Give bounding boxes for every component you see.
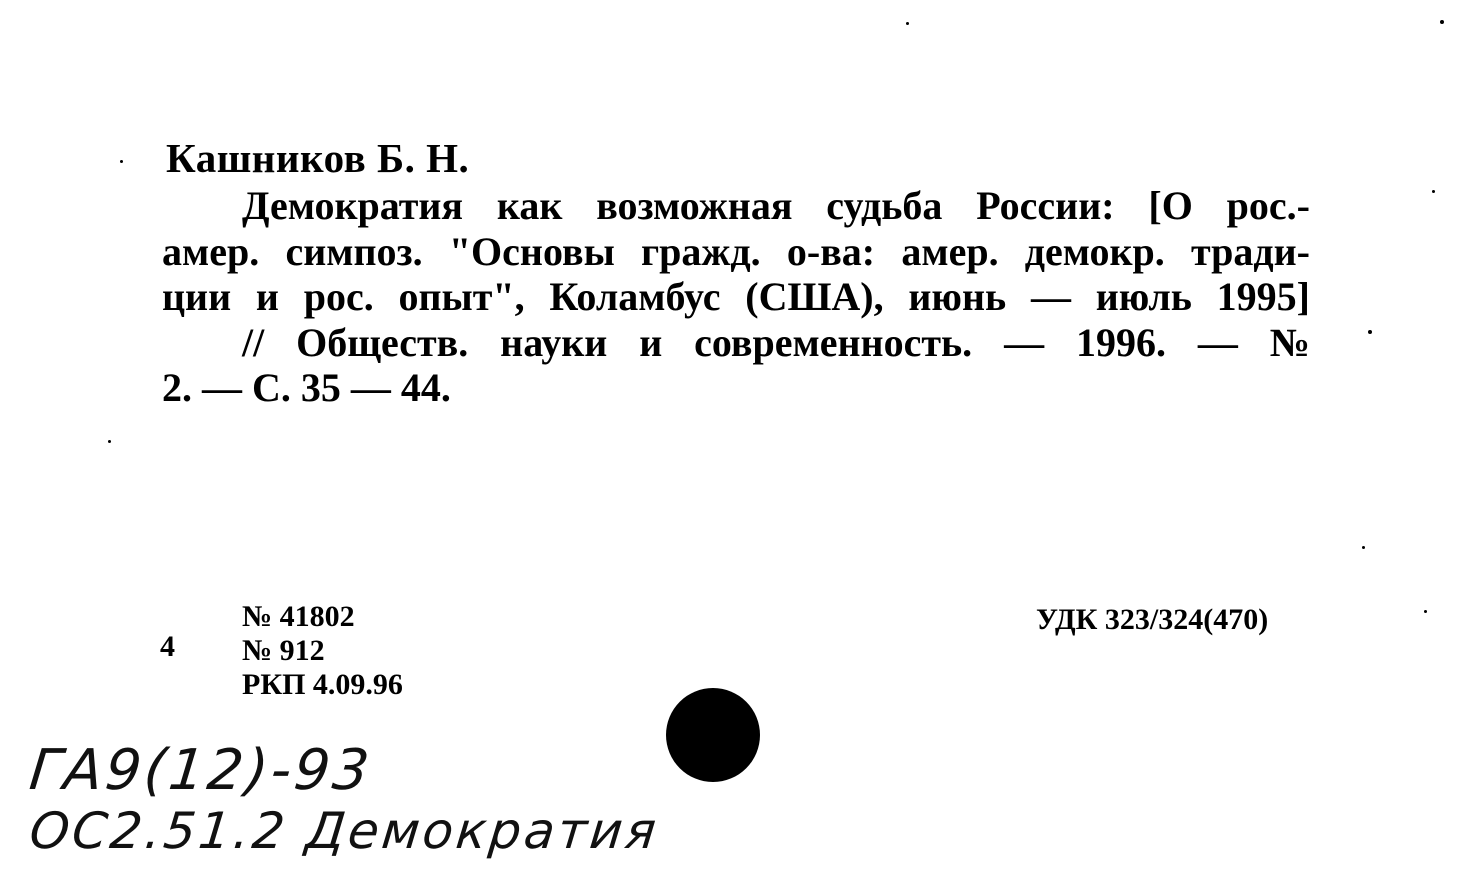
card-count: 4 [160,630,175,663]
scan-speck [1440,20,1444,24]
scan-speck [1362,546,1365,549]
author-name: Кашников Б. Н. [166,135,470,181]
scan-speck [906,22,909,25]
handwritten-shelfmark: ГА9(12)-93 [26,738,375,803]
scan-speck [1368,330,1372,334]
punch-hole [666,688,760,782]
registration-line: РКП 4.09.96 [242,668,403,701]
registration-line: № 912 [242,634,325,667]
description-line: амер. симпоз. "Основы гражд. о-ва: амер. демокр. тради- [162,228,1310,274]
udk-code: УДК 323/324(470) [1036,603,1269,636]
scan-speck [1432,190,1435,193]
scan-speck [120,160,123,163]
description-line: ции и рос. опыт", Коламбус (США), июнь — июль 1995] [162,274,1310,319]
description-line: // Обществ. науки и современность. — 1996. — № [242,319,1310,365]
description-line: Демократия как возможная судьба России: [О рос.- [242,183,1310,228]
scan-speck [108,440,111,443]
scan-speck [1424,610,1427,613]
bibliographic-description [162,183,1310,411]
registration-numbers [242,600,403,702]
registration-line: № 41802 [242,600,355,633]
handwritten-classification: ОС2.51.2 Демократия [26,802,662,860]
description-line: 2. — С. 35 — 44. [162,365,451,410]
